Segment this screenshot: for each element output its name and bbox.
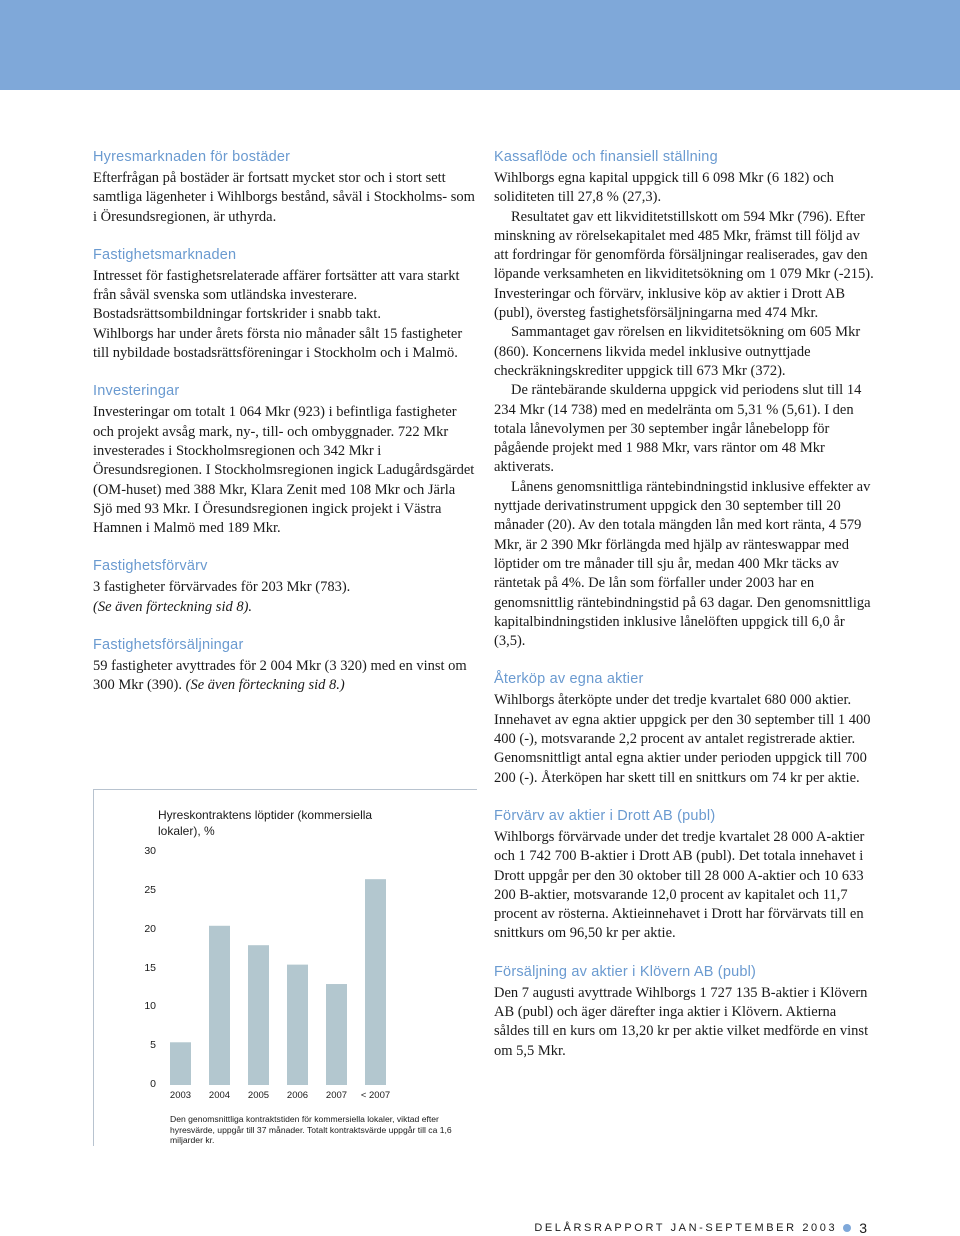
chart-bar-4 — [326, 984, 347, 1085]
section-fastighetsforsaljningar — [93, 636, 478, 696]
chart-y-tick-label: 10 — [144, 1000, 156, 1013]
chart-x-tick-label: 2005 — [247, 1090, 270, 1101]
left-column — [93, 148, 478, 715]
chart-y-tick-label: 0 — [150, 1078, 156, 1090]
chart-x-tick-label: < 2007 — [360, 1090, 391, 1101]
chart-bar-2 — [248, 945, 269, 1085]
chart-y-tick-label: 5 — [150, 1039, 156, 1052]
sales-text: 59 fastigheter avyttrades för 2 004 Mkr (3 320) med en vinst om 300 Mkr (390). — [93, 658, 467, 694]
chart-y-tick-label: 25 — [144, 883, 156, 896]
paragraph: Den 7 augusti avyttrade Wihlborgs 1 727 135 B-aktier i Klövern AB (publ) och äger därefter inga aktier i Klövern. Aktierna såldes till en kurs om 13,20 kr per aktie vilket medförde en vinst om 5,5 Mkr. — [494, 984, 869, 1059]
heading-fastighetsmarknaden: Fastighetsmarknaden — [93, 246, 237, 263]
chart-note: Den genomsnittliga kontraktstiden för kommersiella lokaler, viktad efter hyresvärde, uppgår till 37 månader. Totalt kontraktsvärde uppgår till ca 1,6 miljarder kr. — [170, 1114, 452, 1145]
paragraph: Efterfrågan på bostäder är fortsatt mycket stor och i stort sett samtliga lägenheter i Wihlborgs bestånd, såväl i Stockholms- som i Öresundsregionen, är uthyrda. — [93, 170, 475, 225]
section-fastighetsforvarv — [93, 557, 478, 617]
section-kassaflode — [494, 148, 874, 651]
chart-x-tick-label: 2006 — [286, 1090, 309, 1101]
page-number: 3 — [859, 1220, 867, 1236]
chart-y-tick-label: 30 — [144, 845, 156, 857]
chart-y-tick-label: 20 — [144, 922, 156, 935]
paragraph: Wihlborgs förvärvade under det tredje kvartalet 28 000 A-aktier och 1 742 700 B-aktier i Drott AB (publ). Det totala innehavet i Drott uppgår per den 30 oktober till 28 000 A-aktier och 10 633 200 B-aktier, motsvarande 12,0 procent av kapitalet och 11,7 procent av rösterna. Aktieinnehavet i Drott har förvärvats till en snittkurs om 96,50 kr per aktie. — [494, 828, 865, 942]
heading-kassaflode: Kassaflöde och finansiell ställning — [494, 149, 718, 165]
paragraph — [93, 657, 478, 696]
reference-text: (Se även förteckning sid 8.) — [185, 677, 345, 694]
paragraph: De räntebärande skulderna uppgick vid periodens slut till 14 234 Mkr (14 738) med en medelränta om 5,31 % (5,61). I den totala lånevolymen per 30 september ingår lånebelopp för pågående projekt med 1 988 Mkr, vars räntor om 48 Mkr aktiverats. — [494, 382, 862, 476]
paragraph: 3 fastigheter förvärvades för 203 Mkr (783). — [93, 579, 351, 596]
heading-investeringar: Investeringar — [93, 383, 180, 400]
right-column — [494, 148, 874, 1080]
footer-label: DELÅRSRAPPORT JAN-SEPTEMBER 2003 — [534, 1222, 838, 1234]
page-footer — [534, 1220, 867, 1236]
heading-fastighetsforvarv: Fastighetsförvärv — [93, 558, 208, 575]
heading-klovern: Försäljning av aktier i Klövern AB (publ) — [494, 963, 757, 980]
heading-drott: Förvärv av aktier i Drott AB (publ) — [494, 807, 716, 824]
paragraph-reference — [93, 598, 478, 617]
paragraph: Resultatet gav ett likviditetstillskott om 594 Mkr (796). Efter minskning av rörelsekapitalet med 485 Mkr, främst till följd av att fordringar för genomförda försäljningar realiserades, gav den löpande verksamheten en likviditetsökning om 1 079 Mkr (-215). Investeringar och förvärv, inklusive köp av aktier i Drott AB (publ), översteg fastighetsförsäljningarna med 474 Mkr. — [494, 208, 874, 322]
paragraph: Wihlborgs har under årets första nio månader sålt 15 fastigheter till nybildade bostadsrättsföreningar i Stockholm och i Malmö. — [93, 325, 463, 362]
chart-x-tick-label: 2003 — [169, 1090, 192, 1101]
footer-dot-icon — [843, 1224, 851, 1232]
chart-bar-3 — [287, 965, 308, 1085]
paragraph: Investeringar om totalt 1 064 Mkr (923) i befintliga fastigheter och projekt avsåg mark, ny-, till- och ombyggnader. 722 Mkr investerades i Stockholmsregionen och 342 Mkr i Öresundsregionen. I Stockholmsregionen ingick Ladugårdsgärdet (OM-huset) med 388 Mkr, Klara Zenit med 108 Mkr och Järla Sjö med 93 Mkr. I Öresundsregionen ingick projekt i Västra Hamnen i Malmö med 189 Mkr. — [93, 404, 475, 537]
chart-x-tick-label: 2004 — [208, 1090, 231, 1101]
reference-text: (Se även förteckning sid 8). — [93, 598, 253, 615]
top-color-band — [0, 0, 960, 90]
section-klovern — [494, 963, 874, 1061]
section-drott — [494, 807, 874, 944]
chart-plot — [158, 840, 398, 1086]
paragraph: Sammantaget gav rörelsen en likviditetsökning om 605 Mkr (860). Koncernens likvida medel inklusive outnyttjade checkräkningskrediter uppgick till 673 Mkr (372). — [494, 324, 861, 379]
chart-bar-5 — [365, 879, 386, 1085]
section-hyresmarknaden — [93, 148, 478, 227]
section-investeringar — [93, 382, 478, 538]
paragraph: Intresset för fastighetsrelaterade affärer fortsätter att vara starkt från såväl svenska som utländska investerare. Bostadsrättsombildningar fortskrider i snabb takt. — [93, 267, 460, 323]
section-fastighetsmarknaden — [93, 246, 478, 363]
chart-x-tick-label: 2007 — [325, 1090, 348, 1101]
chart-y-tick-label: 15 — [144, 961, 156, 974]
chart-title: Hyreskontraktens löptider (kommersiella lokaler), % — [158, 808, 373, 838]
chart-bar-0 — [170, 1042, 191, 1085]
paragraph: Lånens genomsnittliga räntebindningstid inklusive effekter av nyttjade derivatinstrument uppgick den 30 september till 20 månader (20). Av den totala mängden lån med kort ränta, 4 579 Mkr, är 2 390 Mkr förlängda med hjälp av ränteswappar med löptider om tre månader till sju år, medan 400 Mkr täcks av räntetak på 4%. De lån som förfaller under 2003 har en genomsnittlig räntebindningstid på 63 dagar. Den genomsnittliga kapitalbindningstiden inklusive lånelöften uppgick till 6,0 år (3,5). — [494, 478, 871, 650]
paragraph: Wihlborgs återköpte under det tredje kvartalet 680 000 aktier. Innehavet av egna aktier uppgick per den 30 september till 1 400 400 (-), motsvarande 2,2 procent av antalet registrerade aktier. Genomsnittligt antal egna aktier under perioden uppgick till 700 200 (-). Återköpen har skett till en snittkurs om 74 kr per aktie. — [494, 692, 871, 786]
chart-bar-1 — [209, 926, 230, 1085]
section-aterkop — [494, 670, 874, 787]
paragraph: Wihlborgs egna kapital uppgick till 6 098 Mkr (6 182) och soliditeten till 27,8 % (27,3). — [494, 170, 834, 206]
heading-fastighetsforsaljningar: Fastighetsförsäljningar — [93, 637, 244, 654]
heading-aterkop: Återköp av egna aktier — [494, 671, 644, 688]
heading-hyresmarknaden: Hyresmarknaden för bostäder — [93, 149, 291, 165]
